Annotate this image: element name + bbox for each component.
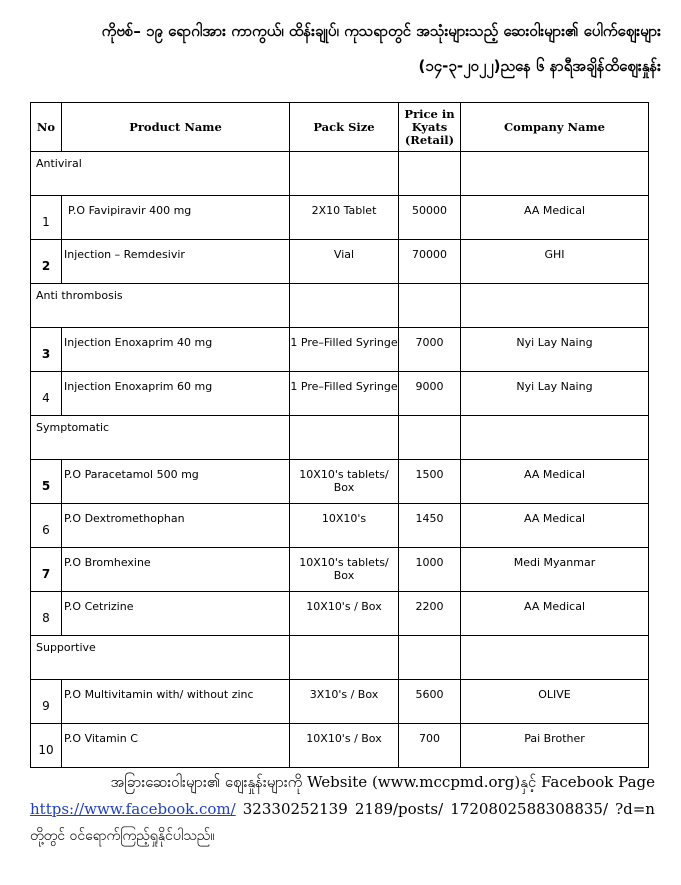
company-cell	[461, 240, 649, 284]
pack-size-cell	[290, 372, 399, 416]
product-name: P.O Vitamin C	[64, 732, 138, 745]
footer-note-end: တို့တွင် ဝင်ရောက်ကြည့်ရှုနိုင်ပါသည်။	[30, 828, 215, 844]
product-name-cell	[62, 372, 290, 416]
header-price: Price in Kyats (Retail)	[399, 103, 461, 152]
pack-size-cell	[290, 196, 399, 240]
category-row	[31, 636, 649, 680]
category-label: Supportive	[31, 636, 290, 680]
pack-size: 10X10's / Box	[306, 732, 382, 745]
header-no: No	[31, 103, 62, 152]
header-product-name: Product Name	[62, 103, 290, 152]
product-name-cell	[62, 592, 290, 636]
pack-size-cell	[290, 724, 399, 768]
price: 9000	[415, 380, 444, 393]
product-name-cell	[62, 240, 290, 284]
pack-size: 10X10's	[321, 512, 367, 525]
facebook-link-part: 1720802588308835/	[450, 800, 608, 818]
company-cell	[461, 460, 649, 504]
price: 1000	[415, 556, 444, 569]
row-number: 3	[31, 328, 62, 372]
table-row	[31, 548, 649, 592]
price-cell	[399, 548, 461, 592]
company-cell	[461, 724, 649, 768]
table-row	[31, 240, 649, 284]
price: 50000	[412, 204, 447, 217]
product-name: P.O Favipiravir 400 mg	[68, 204, 192, 217]
price-cell	[399, 504, 461, 548]
company-name: Nyi Lay Naing	[516, 380, 593, 393]
pack-size-cell	[290, 504, 399, 548]
company-cell	[461, 504, 649, 548]
pack-size: 10X10's tablets/ Box	[299, 468, 389, 494]
price: 2200	[415, 600, 444, 613]
price-cell	[399, 680, 461, 724]
product-name: P.O Dextromethophan	[64, 512, 185, 525]
row-number: 8	[31, 592, 62, 636]
price: 700	[419, 732, 440, 745]
price-cell	[399, 196, 461, 240]
facebook-link-part[interactable]: https://www.facebook.com/	[30, 800, 236, 818]
price-table	[30, 102, 649, 768]
product-name: P.O Cetrizine	[64, 600, 134, 613]
pack-size: 3X10's / Box	[309, 688, 379, 701]
company-name: AA Medical	[524, 204, 585, 217]
page-title-line-1: ကိုဗစ်– ၁၉ ရောဂါအား ကာကွယ်၊ ထိန်းချုပ်၊ ကုသရာတွင် အသုံးများသည့် ဆေးဝါးများ၏ ပေါက်ဈေးများ	[101, 22, 661, 40]
product-name-cell	[62, 328, 290, 372]
price-cell	[399, 460, 461, 504]
row-number: 6	[31, 504, 62, 548]
category-row	[31, 152, 649, 196]
row-number: 7	[31, 548, 62, 592]
company-name: AA Medical	[524, 600, 585, 613]
pack-size: 10X10's / Box	[306, 600, 382, 613]
company-cell	[461, 196, 649, 240]
price: 5600	[415, 688, 444, 701]
category-row	[31, 416, 649, 460]
category-label: Symptomatic	[31, 416, 290, 460]
category-label: Antiviral	[31, 152, 290, 196]
price-cell	[399, 724, 461, 768]
price: 7000	[415, 336, 444, 349]
pack-size-cell	[290, 460, 399, 504]
table-row	[31, 196, 649, 240]
table-header-row	[31, 103, 649, 152]
facebook-link-part: 2189/posts/	[354, 800, 444, 818]
company-cell	[461, 372, 649, 416]
pack-size-cell	[290, 592, 399, 636]
row-number: 9	[31, 680, 62, 724]
page-title-line-2: (၁၄-၃-၂၀၂၂)ညနေ ၆ နာရီအချိန်ထိဈေးနှုန်း	[418, 57, 661, 75]
facebook-link-part: 32330252139	[242, 800, 348, 818]
price-cell	[399, 372, 461, 416]
table-row	[31, 724, 649, 768]
product-name-cell	[62, 548, 290, 592]
category-label: Anti thrombosis	[31, 284, 290, 328]
company-name: AA Medical	[524, 512, 585, 525]
row-number: 4	[31, 372, 62, 416]
pack-size-cell	[290, 240, 399, 284]
product-name: Injection – Remdesivir	[64, 248, 185, 261]
table-row	[31, 592, 649, 636]
product-name: Injection Enoxaprim 40 mg	[64, 336, 213, 349]
price-cell	[399, 592, 461, 636]
pack-size: 10X10's tablets/ Box	[299, 556, 389, 582]
product-name-cell	[62, 724, 290, 768]
company-name: Nyi Lay Naing	[516, 336, 593, 349]
product-name: P.O Bromhexine	[64, 556, 151, 569]
price: 70000	[412, 248, 447, 261]
company-name: GHI	[544, 248, 565, 261]
pack-size-cell	[290, 680, 399, 724]
row-number: 10	[31, 724, 62, 768]
product-name-cell	[62, 460, 290, 504]
company-name: Medi Myanmar	[513, 556, 596, 569]
company-cell	[461, 680, 649, 724]
facebook-link-part: ?d=n	[615, 800, 655, 818]
footer-note: အခြားဆေးဝါးများ၏ ဈေးနှုန်းများကို Website (www.mccpmd.org)နှင့် Facebook Page	[110, 773, 655, 791]
product-name: Injection Enoxaprim 60 mg	[64, 380, 213, 393]
company-name: OLIVE	[538, 688, 571, 701]
product-name-cell	[62, 196, 290, 240]
company-cell	[461, 592, 649, 636]
price: 1450	[415, 512, 444, 525]
product-name: P.O Paracetamol 500 mg	[64, 468, 199, 481]
company-cell	[461, 548, 649, 592]
company-cell	[461, 328, 649, 372]
facebook-link[interactable]	[30, 800, 655, 818]
pack-size-cell	[290, 328, 399, 372]
product-name: P.O Multivitamin with/ without zinc	[64, 688, 254, 701]
table-row	[31, 328, 649, 372]
price: 1500	[415, 468, 444, 481]
row-number: 5	[31, 460, 62, 504]
table-row	[31, 460, 649, 504]
row-number: 2	[31, 240, 62, 284]
pack-size-cell	[290, 548, 399, 592]
table-row	[31, 680, 649, 724]
product-name-cell	[62, 504, 290, 548]
product-name-cell	[62, 680, 290, 724]
pack-size: 2X10 Tablet	[311, 204, 377, 217]
company-name: Pai Brother	[524, 732, 585, 745]
table-row	[31, 372, 649, 416]
price-cell	[399, 328, 461, 372]
company-name: AA Medical	[524, 468, 585, 481]
header-pack-size: Pack Size	[290, 103, 399, 152]
table-row	[31, 504, 649, 548]
category-row	[31, 284, 649, 328]
header-company-name: Company Name	[461, 103, 649, 152]
pack-size: Vial	[333, 248, 355, 261]
pack-size: 1 Pre–Filled Syringe	[290, 380, 398, 393]
price-cell	[399, 240, 461, 284]
pack-size: 1 Pre–Filled Syringe	[290, 336, 398, 349]
row-number: 1	[31, 196, 62, 240]
